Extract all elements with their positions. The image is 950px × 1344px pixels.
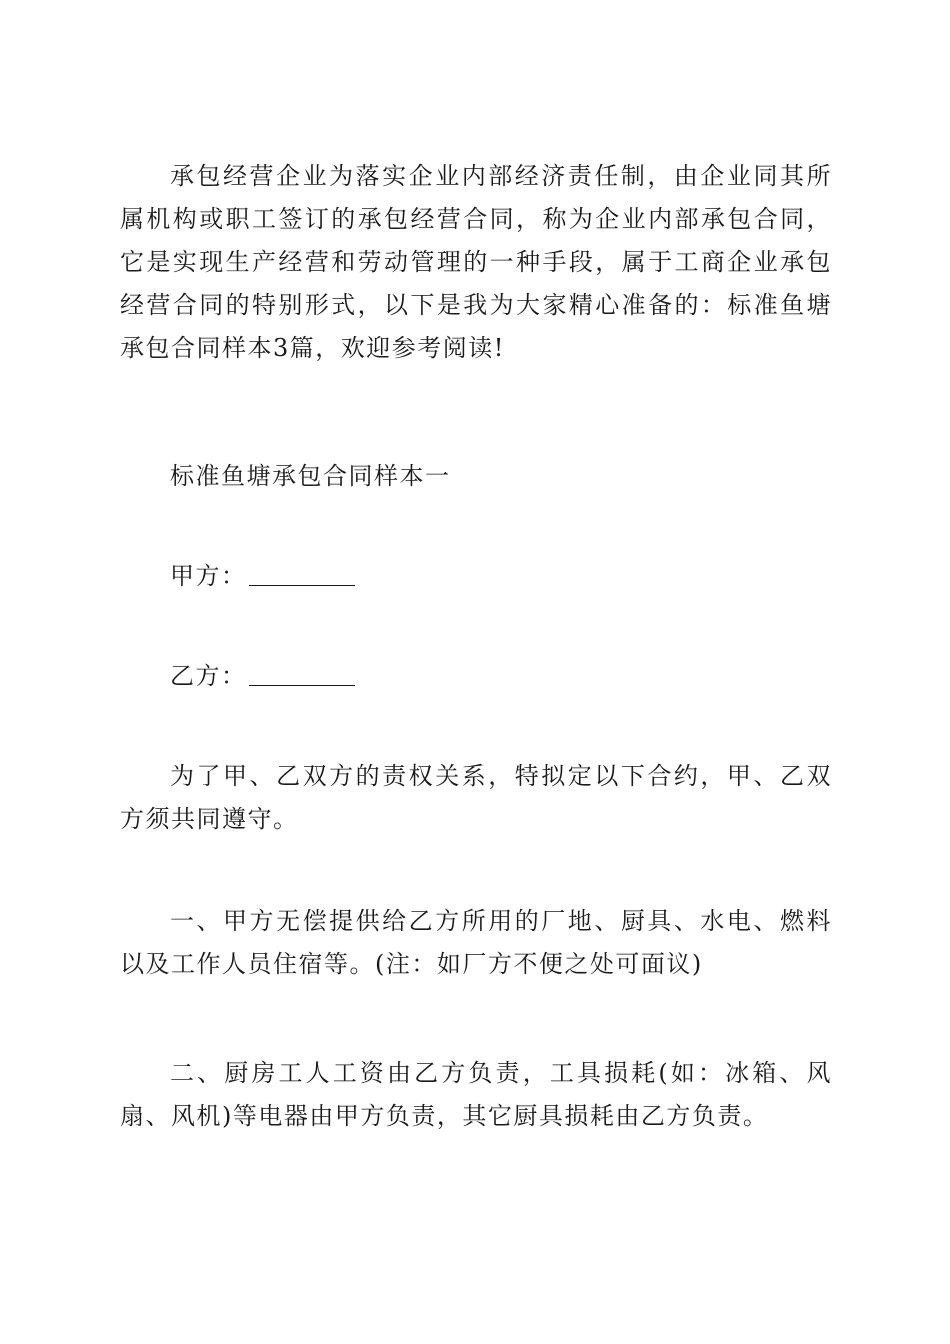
clause-2-paragraph: 二、厨房工人工资由乙方负责，工具损耗(如：冰箱、风扇、风机)等电器由甲方负责，其它厨具损耗由乙方负责。 [120,1059,832,1130]
party-b-label: 乙方： [170,662,247,690]
preamble-paragraph: 为了甲、乙双方的责权关系，特拟定以下合约，甲、乙双方须共同遵守。 [120,762,832,833]
party-b-line [170,655,355,698]
party-a-line [170,555,355,598]
party-a-label: 甲方： [170,562,247,590]
party-a-blank [249,561,355,586]
intro-paragraph: 承包经营企业为落实企业内部经济责任制，由企业同其所属机构或职工签订的承包经营合同，称为企业内部承包合同，它是实现生产经营和劳动管理的一种手段，属于工商企业承包经营合同的特别形式，以下是我为大家精心准备的：标准鱼塘承包合同样本3篇，欢迎参考阅读! [120,162,832,362]
section-title: 标准鱼塘承包合同样本一 [170,462,451,490]
clause-1-paragraph: 一、甲方无偿提供给乙方所用的厂地、厨具、水电、燃料以及工作人员住宿等。(注：如厂方不便之处可面议) [120,907,832,978]
party-b-blank [249,661,355,686]
